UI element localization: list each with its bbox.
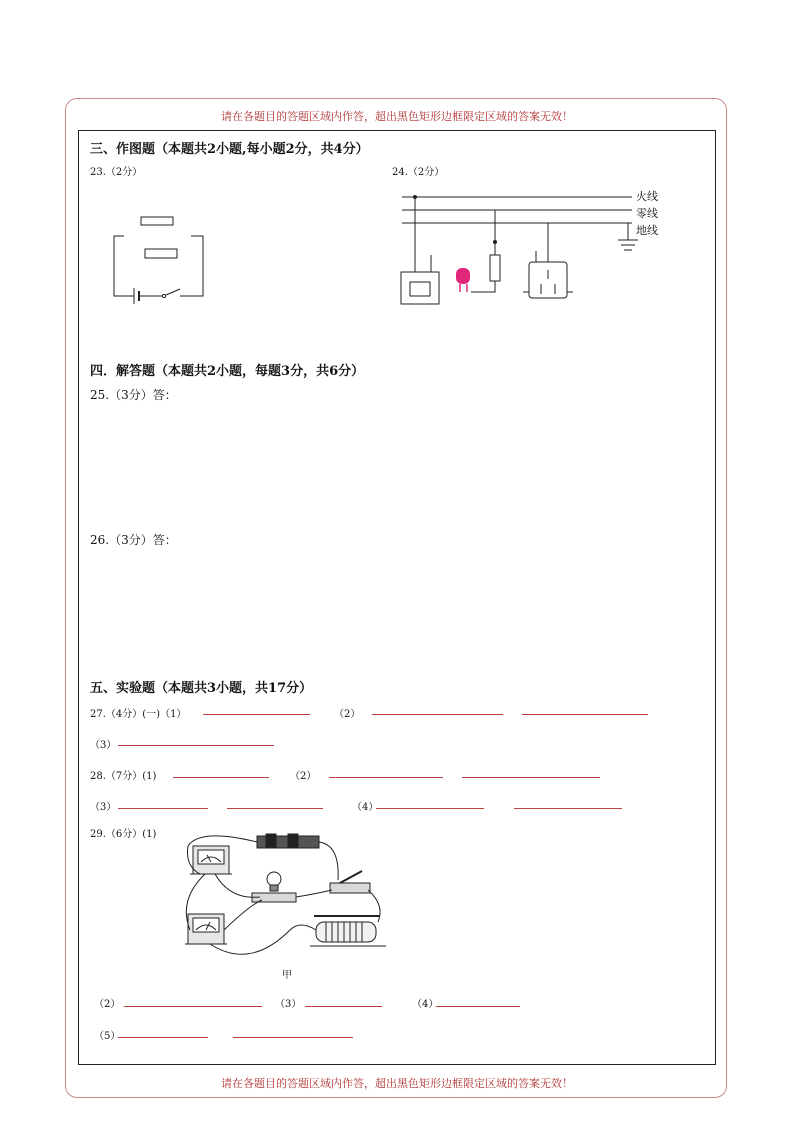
figure-caption: 甲 — [282, 970, 292, 981]
section4-heading: 四．解答题（本题共2小题，每题3分，共6分） — [90, 364, 365, 379]
q29-blank-2[interactable] — [305, 1006, 382, 1007]
q28-blank-7[interactable] — [514, 808, 622, 809]
q27-blank-4[interactable] — [118, 745, 274, 746]
bottom-warning: 请在各题目的答题区域内作答，超出黑色矩形边框限定区域的答案无效！ — [221, 1077, 573, 1090]
section3-heading: 三、作图题（本题共2小题,每小题2分，共4分） — [90, 142, 369, 157]
q25-label: 25.（3分）答： — [90, 388, 177, 402]
q27-blank-1[interactable] — [203, 714, 310, 715]
q29-part4-label: （4） — [412, 999, 439, 1010]
q29-blank-1[interactable] — [124, 1006, 262, 1007]
q28-blank-6[interactable] — [376, 808, 484, 809]
q28-blank-4[interactable] — [118, 808, 208, 809]
q29-part5-label: （5） — [94, 1031, 121, 1042]
q28-blank-2[interactable] — [329, 777, 443, 778]
q28-blank-1[interactable] — [173, 777, 269, 778]
q29-blank-5[interactable] — [233, 1037, 353, 1038]
q27-part3-label: （3） — [90, 740, 117, 751]
top-warning: 请在各题目的答题区域内作答，超出黑色矩形边框限定区域的答案无效！ — [221, 110, 573, 123]
q29-blank-3[interactable] — [436, 1006, 520, 1007]
q27-blank-2[interactable] — [372, 714, 503, 715]
section5-heading: 五、实验题（本题共3小题，共17分） — [90, 681, 313, 696]
q28-label: 28.（7分）(1) — [90, 771, 157, 782]
q28-blank-5[interactable] — [227, 808, 323, 809]
q27-blank-3[interactable] — [522, 714, 648, 715]
q24-label: 24.（2分） — [392, 167, 445, 178]
q28-blank-3[interactable] — [462, 777, 600, 778]
live-wire-label: 火线 — [636, 190, 658, 203]
answer-area — [78, 130, 716, 1065]
q27-part2-label: （2） — [334, 709, 361, 720]
q26-label: 26.（3分）答： — [90, 533, 177, 547]
q29-blank-4[interactable] — [118, 1037, 208, 1038]
q23-label: 23.（2分） — [90, 167, 143, 178]
q28-part2-label: （2） — [290, 771, 317, 782]
q29-part2-label: （2） — [94, 999, 121, 1010]
q28-part3-label: （3） — [90, 802, 117, 813]
q28-part4-label: （4） — [352, 802, 379, 813]
neutral-wire-label: 零线 — [636, 207, 658, 220]
q27-label: 27.（4分）(一)（1） — [90, 709, 187, 720]
ground-wire-label: 地线 — [636, 224, 658, 237]
q29-label: 29.（6分）(1) — [90, 829, 157, 840]
q29-part3-label: （3） — [275, 999, 302, 1010]
